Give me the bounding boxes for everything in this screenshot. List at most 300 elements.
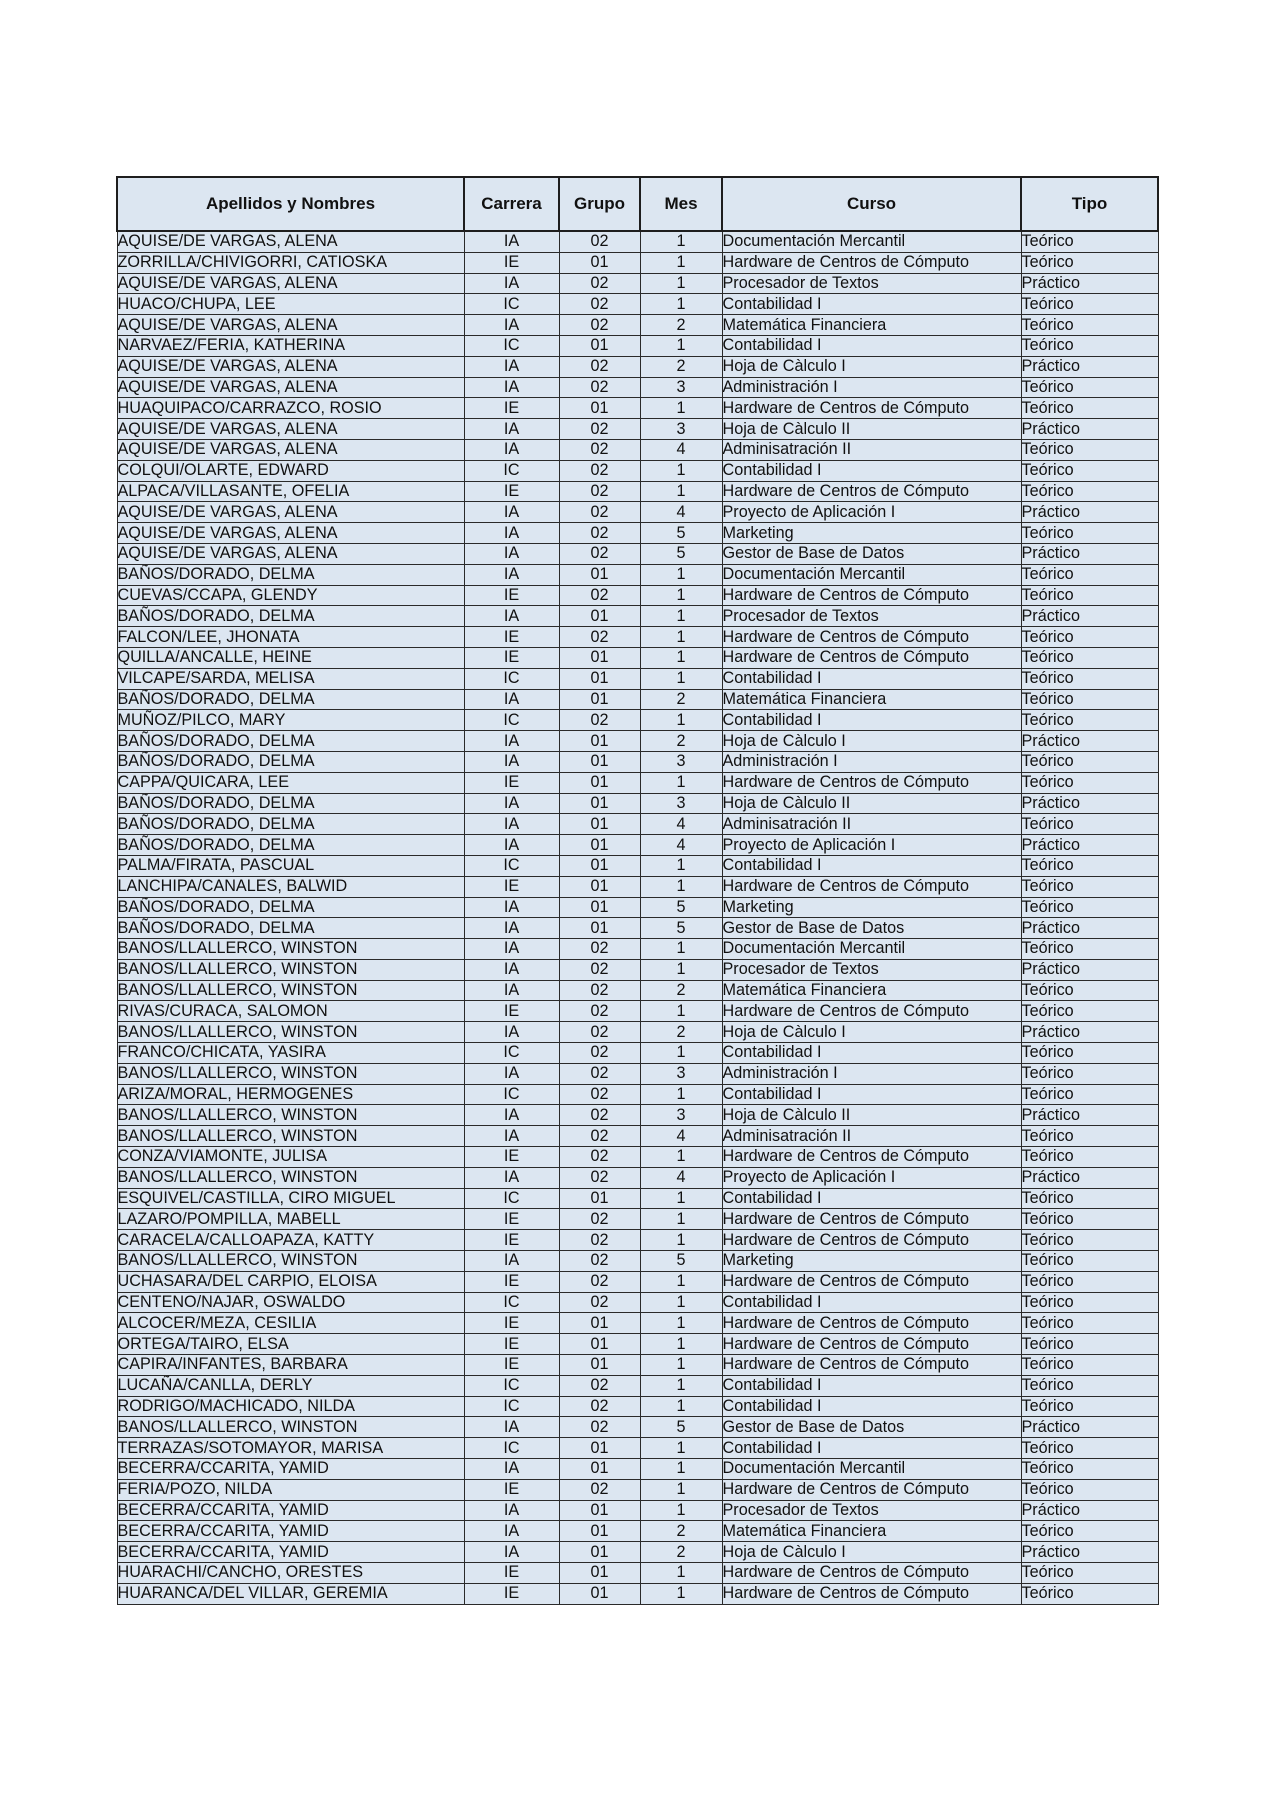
cell-grupo: 01	[559, 1459, 640, 1480]
cell-curso: Matemática Financiera	[722, 980, 1021, 1001]
cell-carrera: IE	[464, 1334, 559, 1355]
cell-tipo: Teórico	[1021, 439, 1158, 460]
cell-nombre: HUARACHI/CANCHO, ORESTES	[117, 1563, 464, 1584]
cell-grupo: 02	[559, 543, 640, 564]
cell-curso: Hardware de Centros de Cómputo	[722, 1583, 1021, 1604]
cell-carrera: IC	[464, 1375, 559, 1396]
cell-tipo: Teórico	[1021, 1375, 1158, 1396]
table-row	[117, 294, 1158, 315]
cell-tipo: Teórico	[1021, 814, 1158, 835]
cell-carrera: IA	[464, 689, 559, 710]
cell-curso: Procesador de Textos	[722, 1500, 1021, 1521]
cell-tipo: Práctico	[1021, 273, 1158, 294]
table-row	[117, 1396, 1158, 1417]
table-row	[117, 335, 1158, 356]
table-row	[117, 627, 1158, 648]
cell-curso: Hoja de Càlculo I	[722, 731, 1021, 752]
table-row	[117, 918, 1158, 939]
cell-grupo: 02	[559, 1479, 640, 1500]
table-row	[117, 1459, 1158, 1480]
cell-carrera: IA	[464, 1542, 559, 1563]
cell-tipo: Teórico	[1021, 772, 1158, 793]
cell-tipo: Teórico	[1021, 1188, 1158, 1209]
cell-carrera: IE	[464, 876, 559, 897]
cell-carrera: IA	[464, 793, 559, 814]
cell-curso: Adminisatración II	[722, 1126, 1021, 1147]
cell-tipo: Teórico	[1021, 294, 1158, 315]
table-row	[117, 585, 1158, 606]
table-body	[117, 231, 1158, 1604]
table-row	[117, 1438, 1158, 1459]
cell-mes: 2	[640, 1521, 722, 1542]
cell-carrera: IA	[464, 835, 559, 856]
table-row	[117, 398, 1158, 419]
cell-nombre: BANOS/LLALLERCO, WINSTON	[117, 939, 464, 960]
cell-grupo: 02	[559, 1022, 640, 1043]
cell-mes: 2	[640, 315, 722, 336]
cell-grupo: 02	[559, 1001, 640, 1022]
cell-grupo: 02	[559, 294, 640, 315]
cell-nombre: ALPACA/VILLASANTE, OFELIA	[117, 481, 464, 502]
table-row	[117, 419, 1158, 440]
cell-tipo: Práctico	[1021, 1500, 1158, 1521]
cell-curso: Hardware de Centros de Cómputo	[722, 1313, 1021, 1334]
cell-tipo: Teórico	[1021, 1001, 1158, 1022]
cell-carrera: IE	[464, 1230, 559, 1251]
cell-curso: Hardware de Centros de Cómputo	[722, 1563, 1021, 1584]
cell-carrera: IA	[464, 731, 559, 752]
cell-curso: Administración I	[722, 751, 1021, 772]
cell-carrera: IE	[464, 1147, 559, 1168]
cell-mes: 2	[640, 356, 722, 377]
cell-carrera: IA	[464, 1500, 559, 1521]
cell-curso: Marketing	[722, 897, 1021, 918]
table-row	[117, 1043, 1158, 1064]
cell-mes: 2	[640, 731, 722, 752]
cell-curso: Contabilidad I	[722, 668, 1021, 689]
cell-nombre: MUÑOZ/PILCO, MARY	[117, 710, 464, 731]
cell-curso: Documentación Mercantil	[722, 231, 1021, 252]
cell-carrera: IE	[464, 1583, 559, 1604]
table-row	[117, 1355, 1158, 1376]
cell-mes: 5	[640, 1417, 722, 1438]
table-row	[117, 710, 1158, 731]
cell-tipo: Teórico	[1021, 1355, 1158, 1376]
header-mes: Mes	[640, 177, 722, 231]
cell-mes: 4	[640, 814, 722, 835]
cell-mes: 2	[640, 980, 722, 1001]
cell-carrera: IC	[464, 710, 559, 731]
cell-grupo: 02	[559, 1105, 640, 1126]
cell-carrera: IC	[464, 294, 559, 315]
cell-grupo: 02	[559, 439, 640, 460]
cell-curso: Hoja de Càlculo I	[722, 1022, 1021, 1043]
cell-nombre: CAPIRA/INFANTES, BARBARA	[117, 1355, 464, 1376]
cell-mes: 1	[640, 481, 722, 502]
cell-carrera: IA	[464, 1126, 559, 1147]
cell-nombre: AQUISE/DE VARGAS, ALENA	[117, 273, 464, 294]
table-row	[117, 1417, 1158, 1438]
cell-tipo: Teórico	[1021, 1084, 1158, 1105]
table-row	[117, 543, 1158, 564]
cell-tipo: Práctico	[1021, 1022, 1158, 1043]
cell-mes: 4	[640, 835, 722, 856]
cell-nombre: BANOS/LLALLERCO, WINSTON	[117, 1167, 464, 1188]
cell-mes: 1	[640, 294, 722, 315]
cell-carrera: IA	[464, 980, 559, 1001]
cell-mes: 1	[640, 939, 722, 960]
cell-nombre: BAÑOS/DORADO, DELMA	[117, 564, 464, 585]
cell-tipo: Teórico	[1021, 564, 1158, 585]
cell-mes: 1	[640, 1355, 722, 1376]
cell-curso: Administración I	[722, 377, 1021, 398]
cell-curso: Hardware de Centros de Cómputo	[722, 1479, 1021, 1500]
cell-tipo: Práctico	[1021, 1417, 1158, 1438]
cell-nombre: BAÑOS/DORADO, DELMA	[117, 606, 464, 627]
table-row	[117, 1583, 1158, 1604]
cell-carrera: IC	[464, 1188, 559, 1209]
cell-nombre: ESQUIVEL/CASTILLA, CIRO MIGUEL	[117, 1188, 464, 1209]
cell-grupo: 01	[559, 1542, 640, 1563]
cell-grupo: 01	[559, 855, 640, 876]
cell-grupo: 01	[559, 1563, 640, 1584]
cell-curso: Gestor de Base de Datos	[722, 918, 1021, 939]
cell-grupo: 01	[559, 897, 640, 918]
cell-carrera: IA	[464, 1417, 559, 1438]
cell-curso: Contabilidad I	[722, 294, 1021, 315]
header-grupo: Grupo	[559, 177, 640, 231]
table-row	[117, 1542, 1158, 1563]
cell-carrera: IA	[464, 315, 559, 336]
cell-grupo: 02	[559, 1126, 640, 1147]
cell-tipo: Teórico	[1021, 460, 1158, 481]
cell-curso: Hardware de Centros de Cómputo	[722, 1355, 1021, 1376]
cell-mes: 5	[640, 523, 722, 544]
cell-mes: 4	[640, 502, 722, 523]
header-carrera: Carrera	[464, 177, 559, 231]
cell-mes: 1	[640, 1583, 722, 1604]
cell-carrera: IC	[464, 1292, 559, 1313]
cell-grupo: 01	[559, 668, 640, 689]
cell-tipo: Teórico	[1021, 377, 1158, 398]
cell-curso: Contabilidad I	[722, 1084, 1021, 1105]
cell-mes: 3	[640, 377, 722, 398]
cell-nombre: BAÑOS/DORADO, DELMA	[117, 918, 464, 939]
cell-mes: 2	[640, 1022, 722, 1043]
cell-grupo: 02	[559, 356, 640, 377]
cell-nombre: BAÑOS/DORADO, DELMA	[117, 793, 464, 814]
table-row	[117, 606, 1158, 627]
table-row	[117, 835, 1158, 856]
cell-carrera: IC	[464, 668, 559, 689]
cell-tipo: Teórico	[1021, 980, 1158, 1001]
cell-mes: 1	[640, 585, 722, 606]
cell-nombre: BANOS/LLALLERCO, WINSTON	[117, 980, 464, 1001]
cell-grupo: 02	[559, 1043, 640, 1064]
cell-mes: 2	[640, 1542, 722, 1563]
table-row	[117, 1313, 1158, 1334]
cell-mes: 1	[640, 1459, 722, 1480]
cell-curso: Administración I	[722, 1063, 1021, 1084]
cell-curso: Documentación Mercantil	[722, 1459, 1021, 1480]
table-row	[117, 439, 1158, 460]
cell-carrera: IE	[464, 481, 559, 502]
table-row	[117, 1292, 1158, 1313]
cell-mes: 1	[640, 1563, 722, 1584]
cell-carrera: IA	[464, 1105, 559, 1126]
cell-mes: 1	[640, 647, 722, 668]
cell-tipo: Teórico	[1021, 1396, 1158, 1417]
cell-grupo: 02	[559, 481, 640, 502]
cell-carrera: IA	[464, 751, 559, 772]
cell-grupo: 01	[559, 1313, 640, 1334]
cell-grupo: 01	[559, 1521, 640, 1542]
cell-grupo: 01	[559, 1188, 640, 1209]
table-row	[117, 1105, 1158, 1126]
cell-grupo: 02	[559, 627, 640, 648]
cell-nombre: RODRIGO/MACHICADO, NILDA	[117, 1396, 464, 1417]
cell-mes: 5	[640, 1251, 722, 1272]
cell-mes: 1	[640, 1479, 722, 1500]
cell-tipo: Práctico	[1021, 356, 1158, 377]
cell-grupo: 02	[559, 939, 640, 960]
cell-curso: Procesador de Textos	[722, 959, 1021, 980]
table-row	[117, 793, 1158, 814]
cell-curso: Marketing	[722, 1251, 1021, 1272]
cell-carrera: IA	[464, 419, 559, 440]
table-row	[117, 377, 1158, 398]
cell-curso: Hoja de Càlculo I	[722, 1542, 1021, 1563]
cell-tipo: Teórico	[1021, 939, 1158, 960]
cell-grupo: 01	[559, 772, 640, 793]
cell-mes: 5	[640, 897, 722, 918]
table-row	[117, 772, 1158, 793]
header-row	[117, 177, 1158, 231]
cell-mes: 1	[640, 231, 722, 252]
cell-nombre: UCHASARA/DEL CARPIO, ELOISA	[117, 1271, 464, 1292]
cell-mes: 3	[640, 1105, 722, 1126]
cell-grupo: 02	[559, 1230, 640, 1251]
cell-curso: Documentación Mercantil	[722, 939, 1021, 960]
cell-mes: 4	[640, 1167, 722, 1188]
cell-carrera: IA	[464, 1251, 559, 1272]
cell-grupo: 02	[559, 460, 640, 481]
cell-curso: Adminisatración II	[722, 439, 1021, 460]
cell-mes: 1	[640, 564, 722, 585]
cell-grupo: 02	[559, 1396, 640, 1417]
cell-grupo: 02	[559, 1292, 640, 1313]
cell-tipo: Práctico	[1021, 543, 1158, 564]
cell-curso: Contabilidad I	[722, 460, 1021, 481]
cell-tipo: Teórico	[1021, 1459, 1158, 1480]
cell-curso: Adminisatración II	[722, 814, 1021, 835]
cell-nombre: PALMA/FIRATA, PASCUAL	[117, 855, 464, 876]
cell-mes: 1	[640, 273, 722, 294]
cell-tipo: Teórico	[1021, 1313, 1158, 1334]
cell-grupo: 02	[559, 959, 640, 980]
cell-curso: Hardware de Centros de Cómputo	[722, 252, 1021, 273]
cell-mes: 1	[640, 1500, 722, 1521]
cell-nombre: AQUISE/DE VARGAS, ALENA	[117, 315, 464, 336]
cell-tipo: Teórico	[1021, 1334, 1158, 1355]
cell-carrera: IA	[464, 814, 559, 835]
cell-curso: Hardware de Centros de Cómputo	[722, 627, 1021, 648]
table-row	[117, 731, 1158, 752]
cell-carrera: IA	[464, 918, 559, 939]
table-row	[117, 273, 1158, 294]
cell-carrera: IA	[464, 502, 559, 523]
cell-grupo: 01	[559, 814, 640, 835]
cell-curso: Hardware de Centros de Cómputo	[722, 1209, 1021, 1230]
cell-mes: 5	[640, 543, 722, 564]
cell-nombre: HUACO/CHUPA, LEE	[117, 294, 464, 315]
cell-nombre: AQUISE/DE VARGAS, ALENA	[117, 377, 464, 398]
cell-grupo: 02	[559, 980, 640, 1001]
cell-tipo: Teórico	[1021, 1209, 1158, 1230]
cell-curso: Hardware de Centros de Cómputo	[722, 398, 1021, 419]
cell-mes: 1	[640, 1334, 722, 1355]
cell-curso: Procesador de Textos	[722, 273, 1021, 294]
cell-mes: 3	[640, 1063, 722, 1084]
cell-nombre: BANOS/LLALLERCO, WINSTON	[117, 1105, 464, 1126]
cell-grupo: 01	[559, 876, 640, 897]
cell-curso: Proyecto de Aplicación I	[722, 835, 1021, 856]
cell-nombre: BAÑOS/DORADO, DELMA	[117, 689, 464, 710]
cell-nombre: FALCON/LEE, JHONATA	[117, 627, 464, 648]
cell-curso: Hardware de Centros de Cómputo	[722, 772, 1021, 793]
cell-grupo: 02	[559, 1084, 640, 1105]
cell-grupo: 01	[559, 835, 640, 856]
cell-carrera: IE	[464, 1209, 559, 1230]
cell-nombre: COLQUI/OLARTE, EDWARD	[117, 460, 464, 481]
cell-tipo: Teórico	[1021, 315, 1158, 336]
cell-curso: Hoja de Càlculo I	[722, 356, 1021, 377]
cell-curso: Hardware de Centros de Cómputo	[722, 481, 1021, 502]
cell-grupo: 02	[559, 523, 640, 544]
cell-mes: 4	[640, 1126, 722, 1147]
cell-tipo: Teórico	[1021, 481, 1158, 502]
cell-carrera: IC	[464, 1396, 559, 1417]
cell-carrera: IA	[464, 231, 559, 252]
cell-grupo: 02	[559, 315, 640, 336]
cell-mes: 5	[640, 918, 722, 939]
cell-nombre: BANOS/LLALLERCO, WINSTON	[117, 1126, 464, 1147]
cell-curso: Contabilidad I	[722, 335, 1021, 356]
cell-tipo: Teórico	[1021, 751, 1158, 772]
cell-curso: Hardware de Centros de Cómputo	[722, 876, 1021, 897]
cell-mes: 1	[640, 252, 722, 273]
cell-tipo: Teórico	[1021, 585, 1158, 606]
cell-tipo: Práctico	[1021, 606, 1158, 627]
cell-grupo: 02	[559, 1209, 640, 1230]
cell-tipo: Práctico	[1021, 419, 1158, 440]
cell-curso: Contabilidad I	[722, 1292, 1021, 1313]
table-row	[117, 668, 1158, 689]
cell-grupo: 01	[559, 647, 640, 668]
cell-mes: 3	[640, 793, 722, 814]
table-row	[117, 939, 1158, 960]
cell-tipo: Teórico	[1021, 647, 1158, 668]
cell-nombre: BAÑOS/DORADO, DELMA	[117, 751, 464, 772]
cell-carrera: IA	[464, 543, 559, 564]
cell-tipo: Práctico	[1021, 959, 1158, 980]
cell-nombre: AQUISE/DE VARGAS, ALENA	[117, 523, 464, 544]
cell-tipo: Teórico	[1021, 689, 1158, 710]
cell-grupo: 02	[559, 585, 640, 606]
cell-carrera: IE	[464, 398, 559, 419]
cell-carrera: IA	[464, 959, 559, 980]
cell-curso: Procesador de Textos	[722, 606, 1021, 627]
cell-mes: 1	[640, 876, 722, 897]
cell-mes: 1	[640, 959, 722, 980]
cell-grupo: 02	[559, 1147, 640, 1168]
cell-carrera: IE	[464, 772, 559, 793]
cell-curso: Contabilidad I	[722, 1438, 1021, 1459]
cell-nombre: ARIZA/MORAL, HERMOGENES	[117, 1084, 464, 1105]
cell-tipo: Práctico	[1021, 918, 1158, 939]
cell-mes: 1	[640, 1313, 722, 1334]
table-row	[117, 356, 1158, 377]
cell-nombre: RIVAS/CURACA, SALOMON	[117, 1001, 464, 1022]
table-row	[117, 1209, 1158, 1230]
cell-nombre: FRANCO/CHICATA, YASIRA	[117, 1043, 464, 1064]
cell-mes: 1	[640, 1375, 722, 1396]
cell-tipo: Teórico	[1021, 855, 1158, 876]
cell-nombre: CUEVAS/CCAPA, GLENDY	[117, 585, 464, 606]
cell-tipo: Teórico	[1021, 523, 1158, 544]
cell-mes: 1	[640, 1396, 722, 1417]
cell-carrera: IC	[464, 855, 559, 876]
header-tipo: Tipo	[1021, 177, 1158, 231]
cell-tipo: Teórico	[1021, 1479, 1158, 1500]
cell-carrera: IC	[464, 1438, 559, 1459]
cell-curso: Hardware de Centros de Cómputo	[722, 1271, 1021, 1292]
cell-mes: 1	[640, 668, 722, 689]
cell-carrera: IE	[464, 627, 559, 648]
cell-curso: Proyecto de Aplicación I	[722, 1167, 1021, 1188]
table-row	[117, 1230, 1158, 1251]
cell-mes: 1	[640, 335, 722, 356]
cell-nombre: LANCHIPA/CANALES, BALWID	[117, 876, 464, 897]
cell-tipo: Teórico	[1021, 1063, 1158, 1084]
table-row	[117, 1126, 1158, 1147]
cell-grupo: 01	[559, 1334, 640, 1355]
table-row	[117, 1563, 1158, 1584]
cell-tipo: Teórico	[1021, 398, 1158, 419]
cell-mes: 1	[640, 1292, 722, 1313]
cell-grupo: 01	[559, 606, 640, 627]
cell-carrera: IA	[464, 523, 559, 544]
table-row	[117, 647, 1158, 668]
cell-grupo: 01	[559, 689, 640, 710]
cell-nombre: AQUISE/DE VARGAS, ALENA	[117, 419, 464, 440]
cell-curso: Documentación Mercantil	[722, 564, 1021, 585]
cell-curso: Matemática Financiera	[722, 689, 1021, 710]
cell-grupo: 01	[559, 793, 640, 814]
cell-carrera: IC	[464, 1043, 559, 1064]
cell-carrera: IA	[464, 1063, 559, 1084]
cell-grupo: 01	[559, 751, 640, 772]
cell-carrera: IE	[464, 252, 559, 273]
cell-tipo: Teórico	[1021, 1147, 1158, 1168]
cell-nombre: BECERRA/CCARITA, YAMID	[117, 1521, 464, 1542]
cell-curso: Contabilidad I	[722, 1396, 1021, 1417]
cell-mes: 3	[640, 751, 722, 772]
cell-mes: 1	[640, 627, 722, 648]
cell-nombre: BANOS/LLALLERCO, WINSTON	[117, 1251, 464, 1272]
table-row	[117, 1375, 1158, 1396]
cell-nombre: VILCAPE/SARDA, MELISA	[117, 668, 464, 689]
